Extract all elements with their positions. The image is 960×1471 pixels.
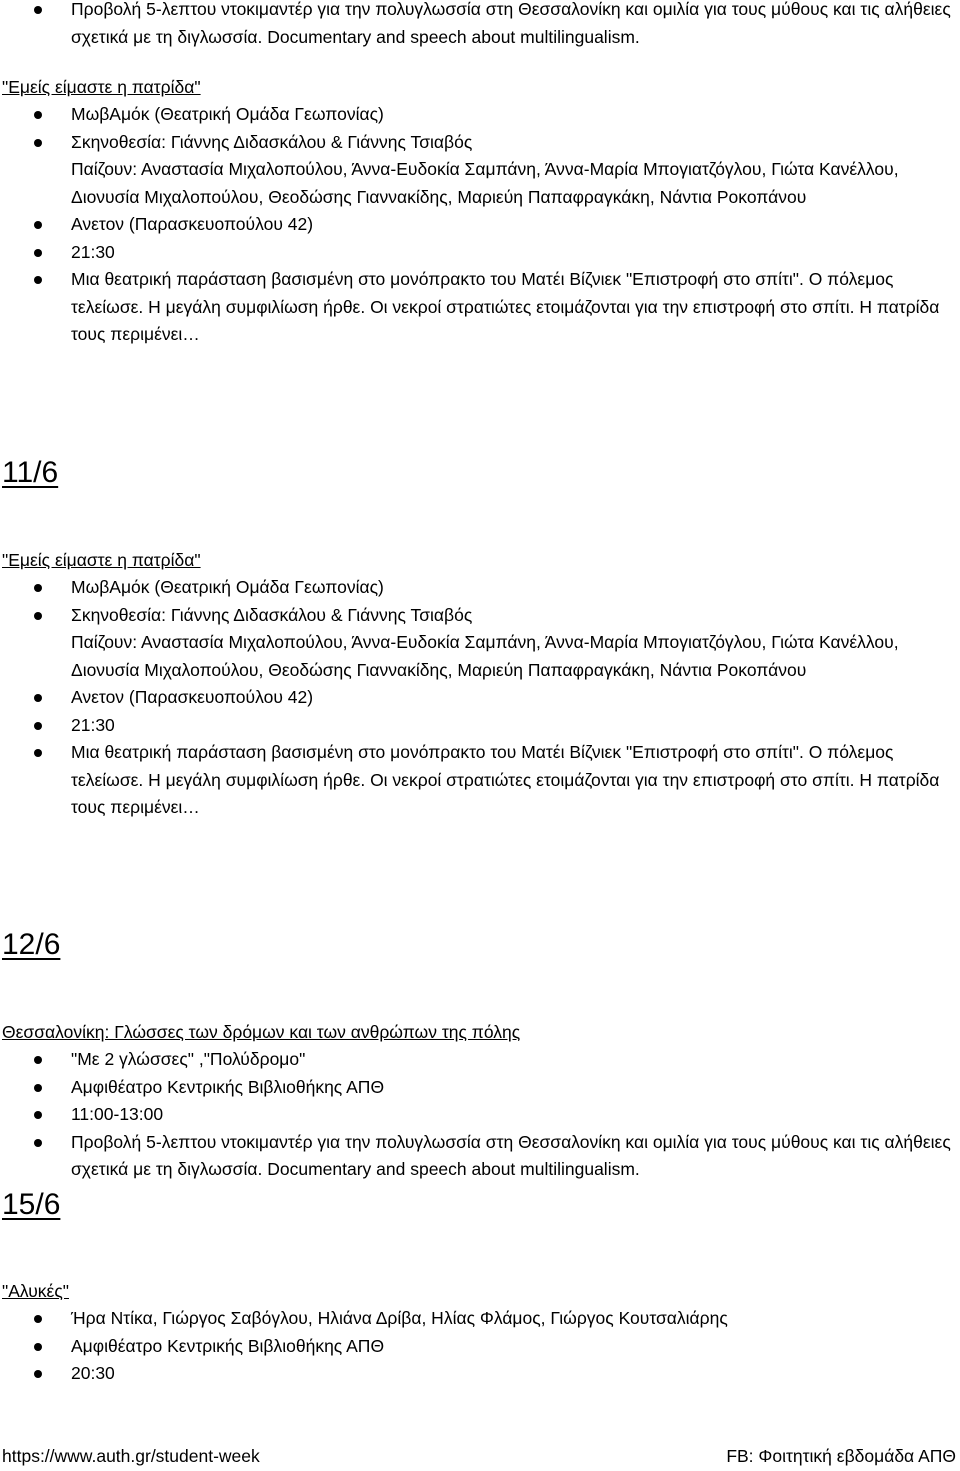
- list-item-time: 21:30: [0, 239, 960, 267]
- list-item-venue: Ανετον (Παρασκευοπούλου 42): [0, 211, 960, 239]
- list-item-description: Μια θεατρική παράσταση βασισμένη στο μονόπρακτο του Ματέι Βίζνιεκ "Επιστροφή στο σπίτι". Ο πόλεμος τελείωσε. Η μεγάλη συμφιλίωση ήρθε. Οι νεκροί στρατιώτες ετοιμάζονται για την επιστροφή στο σπίτι. Η πατρίδα τους περιμένει…: [0, 739, 960, 822]
- list-item-time: 20:30: [0, 1360, 960, 1388]
- list-item-cast: Παίζουν: Αναστασία Μιχαλοπούλου, Άννα-Ευδοκία Σαμπάνη, Άννα-Μαρία Μπογιατζόγλου, Γιώτα Κανέλλου, Διονυσία Μιχαλοπούλου, Θεοδώσης Γιαννακίδης, Μαριεύη Παπαφραγκάκη, Νάντια Ροκοπάνου: [71, 632, 899, 680]
- event-details-list: [0, 574, 960, 822]
- list-item: Προβολή 5-λεπτου ντοκιμαντέρ για την πολυγλωσσία στη Θεσσαλονίκη και ομιλία για τους μύθους και τις αλήθειες σχετικά με τη διγλωσσία. Documentary and speech about multilingualism.: [0, 0, 960, 51]
- top-list: [0, 0, 960, 51]
- event-title: "Εμείς είμαστε η πατρίδα": [2, 77, 201, 97]
- list-item-group: ΜωβΑμόκ (Θεατρική Ομάδα Γεωπονίας): [0, 574, 960, 602]
- event-title: Θεσσαλονίκη: Γλώσσες των δρόμων και των ανθρώπων της πόλης: [2, 1022, 521, 1042]
- event-details-list: [0, 1046, 960, 1184]
- event-details-list: [0, 101, 960, 349]
- list-item-description: Προβολή 5-λεπτου ντοκιμαντέρ για την πολυγλωσσία στη Θεσσαλονίκη και ομιλία για τους μύθους και τις αλήθειες σχετικά με τη διγλωσσία. Documentary and speech about multilingualism.: [0, 1129, 960, 1184]
- list-item-venue: Αμφιθέατρο Κεντρικής Βιβλιοθήκης ΑΠΘ: [0, 1074, 960, 1102]
- list-item-director: Σκηνοθεσία: Γιάννης Διδασκάλου & Γιάννης Τσιαβός: [0, 129, 960, 157]
- list-item-time: 11:00-13:00: [0, 1101, 960, 1129]
- footer-url-link[interactable]: https://www.auth.gr/student-week: [2, 1446, 260, 1466]
- list-item-director: Σκηνοθεσία: Γιάννης Διδασκάλου & Γιάννης Τσιαβός: [0, 602, 960, 630]
- list-item-time: 21:30: [0, 712, 960, 740]
- date-heading-11-6: 11/6: [2, 456, 59, 489]
- footer-facebook: FB: Φοιτητική εβδομάδα ΑΠΘ: [726, 1446, 956, 1466]
- list-item-cast: Ήρα Ντίκα, Γιώργος Σαβόγλου, Ηλιάνα Δρίβα, Ηλίας Φλάμος, Γιώργος Κουτσαλιάρης: [0, 1305, 960, 1333]
- list-item-venue: Ανετον (Παρασκευοπούλου 42): [0, 684, 960, 712]
- date-heading-15-6: 15/6: [2, 1188, 61, 1221]
- list-item-title: "Με 2 γλώσσες" ,"Πολύδρομο": [0, 1046, 960, 1074]
- date-heading-12-6: 12/6: [2, 928, 61, 961]
- list-item-description: Μια θεατρική παράσταση βασισμένη στο μονόπρακτο του Ματέι Βίζνιεκ "Επιστροφή στο σπίτι". Ο πόλεμος τελείωσε. Η μεγάλη συμφιλίωση ήρθε. Οι νεκροί στρατιώτες ετοιμάζονται για την επιστροφή στο σπίτι. Η πατρίδα τους περιμένει…: [0, 266, 960, 349]
- event-title: "Εμείς είμαστε η πατρίδα": [2, 550, 201, 570]
- event-details-list: [0, 1305, 960, 1388]
- list-item-cast: Παίζουν: Αναστασία Μιχαλοπούλου, Άννα-Ευδοκία Σαμπάνη, Άννα-Μαρία Μπογιατζόγλου, Γιώτα Κανέλλου, Διονυσία Μιχαλοπούλου, Θεοδώσης Γιαννακίδης, Μαριεύη Παπαφραγκάκη, Νάντια Ροκοπάνου: [71, 159, 899, 207]
- list-item-venue: Αμφιθέατρο Κεντρικής Βιβλιοθήκης ΑΠΘ: [0, 1333, 960, 1361]
- event-title: "Αλυκές": [2, 1281, 69, 1301]
- list-item-group: ΜωβΑμόκ (Θεατρική Ομάδα Γεωπονίας): [0, 101, 960, 129]
